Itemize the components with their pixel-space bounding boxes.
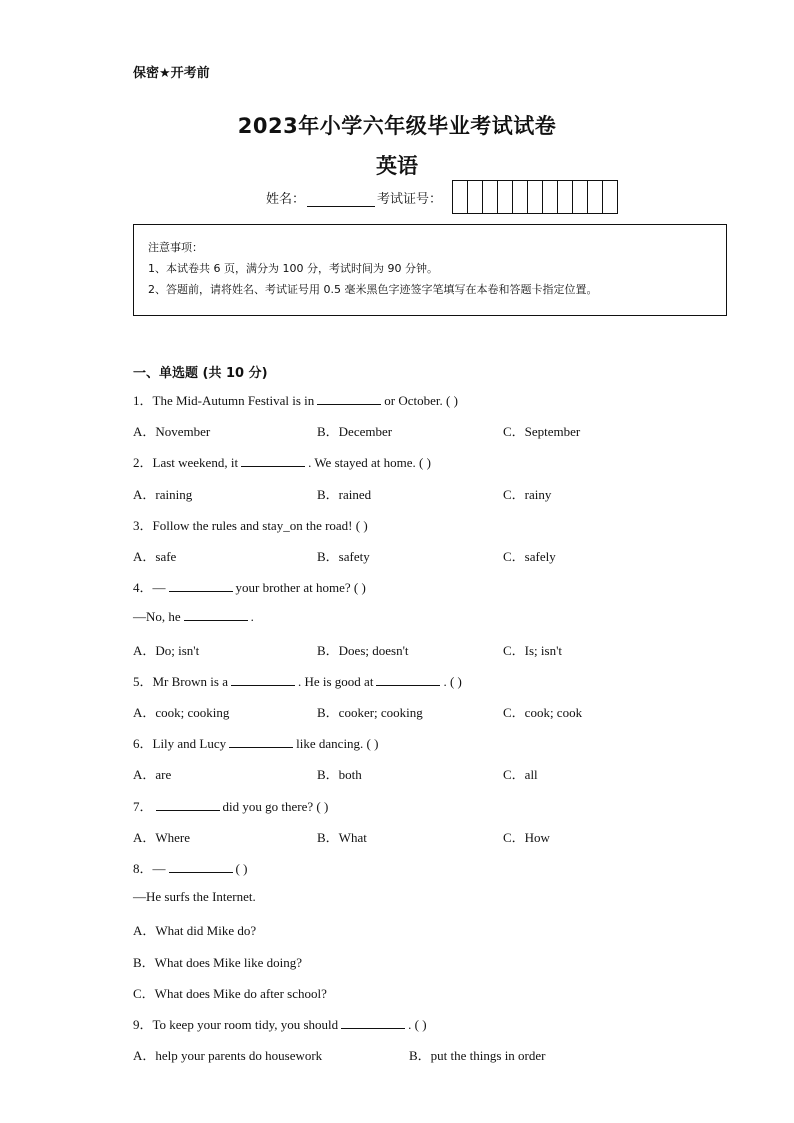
answer-blank[interactable] [229, 735, 293, 748]
question-text: 4．— [133, 580, 166, 595]
question-3: 3．Follow the rules and stay_on the road! ( ) [133, 518, 368, 533]
id-cell[interactable] [543, 181, 558, 213]
option-a[interactable]: A．Do; isn't [133, 643, 200, 658]
option-c[interactable]: C．safely [503, 549, 556, 564]
option-c[interactable]: C．cook; cook [503, 705, 583, 720]
option-a[interactable]: A．raining [133, 487, 193, 502]
question-6 [133, 733, 378, 752]
id-cell[interactable] [513, 181, 528, 213]
option-a[interactable]: A．What did Mike do? [133, 923, 257, 938]
exam-title: 2023年小学六年级毕业考试试卷 [237, 114, 557, 138]
section-title: 一、单选题 (共 10 分) [133, 366, 268, 381]
answer-blank[interactable] [169, 579, 233, 592]
option-b[interactable]: B．put the things in order [409, 1048, 546, 1063]
option-a[interactable]: A．help your parents do housework [133, 1048, 323, 1063]
question-text: 6．Lily and Lucy [133, 736, 227, 751]
option-b[interactable]: B．both [317, 767, 362, 782]
option-b[interactable]: B．cooker; cooking [317, 705, 423, 720]
answer-blank[interactable] [317, 392, 381, 405]
id-cell[interactable] [573, 181, 588, 213]
option-c[interactable]: C．How [503, 830, 550, 845]
exam-id-label: 考试证号： [377, 192, 443, 207]
option-c[interactable]: C．September [503, 424, 581, 439]
notice-title: 注意事项： [148, 241, 203, 254]
option-b[interactable]: B．What [317, 830, 367, 845]
question-8-reply: —He surfs the Internet. [133, 889, 256, 904]
id-cell[interactable] [453, 181, 468, 213]
question-text: 9．To keep your room tidy, you should [133, 1017, 339, 1032]
question-text: your brother at home? ( ) [235, 580, 366, 595]
question-4-reply [133, 608, 254, 625]
option-a[interactable]: A．are [133, 767, 172, 782]
question-5 [133, 671, 462, 690]
notice-box [133, 224, 727, 316]
option-a[interactable]: A．Where [133, 830, 191, 845]
question-text: 8．— [133, 861, 166, 876]
answer-blank[interactable] [241, 454, 305, 467]
question-1 [133, 390, 458, 409]
question-text: . We stayed at home. ( ) [308, 455, 431, 470]
option-c[interactable]: C．Is; isn't [503, 643, 563, 658]
question-text: . [250, 609, 254, 624]
option-b[interactable]: B．December [317, 424, 393, 439]
option-a[interactable]: A．November [133, 424, 211, 439]
question-text: . He is good at [297, 674, 374, 689]
name-label: 姓名： [266, 192, 306, 207]
option-c[interactable]: C．all [503, 767, 538, 782]
option-a[interactable]: A．safe [133, 549, 177, 564]
answer-blank[interactable] [231, 673, 295, 686]
question-text: did you go there? ( ) [222, 799, 329, 814]
id-cell[interactable] [558, 181, 573, 213]
question-text: . ( ) [408, 1017, 427, 1032]
notice-line-1: 1、本试卷共 6 页，满分为 100 分，考试时间为 90 分钟。 [148, 262, 438, 275]
option-b[interactable]: B．safety [317, 549, 370, 564]
question-text: —No, he [133, 609, 181, 624]
id-cell[interactable] [468, 181, 483, 213]
answer-blank[interactable] [341, 1016, 405, 1029]
option-b[interactable]: B．What does Mike like doing? [133, 955, 302, 970]
question-9 [133, 1014, 427, 1033]
option-b[interactable]: B．Does; doesn't [317, 643, 409, 658]
answer-blank[interactable] [376, 673, 440, 686]
option-b[interactable]: B．rained [317, 487, 372, 502]
option-c[interactable]: C．rainy [503, 487, 552, 502]
answer-blank[interactable] [156, 798, 220, 811]
id-cell[interactable] [498, 181, 513, 213]
answer-blank[interactable] [169, 860, 233, 873]
question-text: 5．Mr Brown is a [133, 674, 228, 689]
id-cell[interactable] [528, 181, 543, 213]
question-8 [133, 858, 247, 877]
notice-line-2: 2、答题前，请将姓名、考试证号用 0.5 毫米黑色字迹签字笔填写在本卷和答题卡指定位置。 [148, 283, 598, 296]
id-cell[interactable] [483, 181, 498, 213]
confidential-label: 保密★开考前 [133, 66, 210, 81]
question-text: . ( ) [443, 674, 462, 689]
question-text: or October. ( ) [384, 393, 458, 408]
question-4 [133, 577, 366, 596]
answer-blank[interactable] [184, 608, 248, 621]
question-text: 2．Last weekend, it [133, 455, 239, 470]
exam-id-grid[interactable] [452, 180, 618, 214]
id-cell[interactable] [603, 181, 617, 213]
question-7 [133, 796, 328, 815]
question-text: 1．The Mid-Autumn Festival is in [133, 393, 315, 408]
id-cell[interactable] [588, 181, 603, 213]
question-text: ( ) [235, 861, 248, 876]
subject-title: 英语 [376, 154, 418, 178]
option-a[interactable]: A．cook; cooking [133, 705, 230, 720]
name-field[interactable] [307, 192, 375, 207]
question-text: like dancing. ( ) [296, 736, 379, 751]
option-c[interactable]: C．What does Mike do after school? [133, 986, 327, 1001]
name-id-row [266, 188, 442, 207]
question-2 [133, 452, 431, 471]
question-text: 7． [133, 799, 153, 814]
